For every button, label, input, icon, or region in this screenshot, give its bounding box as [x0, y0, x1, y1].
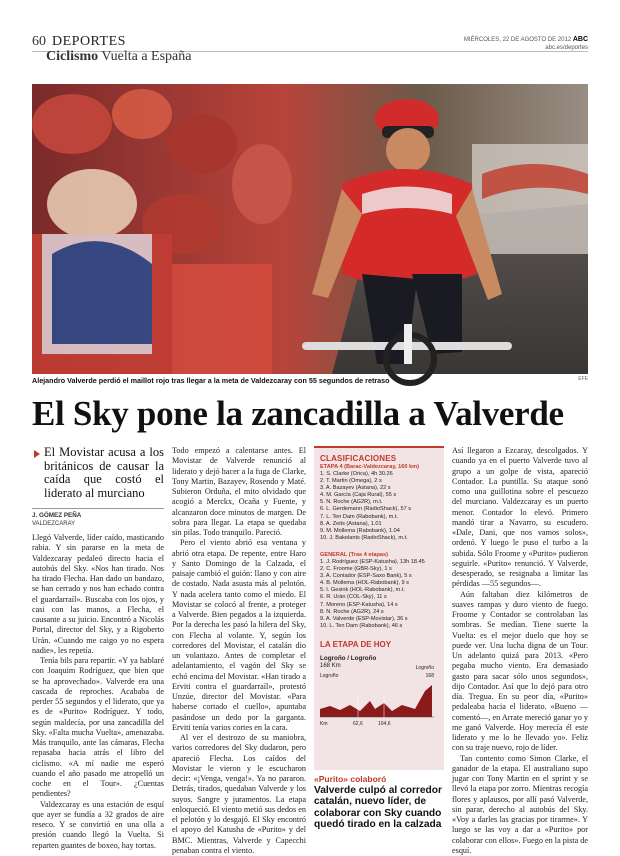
- column-2: [172, 446, 306, 856]
- profile-start-label: Logroño: [320, 673, 338, 679]
- column-4: [452, 446, 588, 856]
- column-1: [32, 446, 164, 851]
- list-item: 1. J. Rodríguez (ESP-Katusha), 13h 18.45: [320, 559, 438, 566]
- list-item: 2. C. Froome (GBR-Sky), 1 s: [320, 566, 438, 573]
- list-item: 10. J. Bakelants (RadioShack), m.t.: [320, 535, 438, 542]
- paragraph: Al ver el destrozo de su maniobra, varios corredores del Sky dudaron, pero apareció Flecha. Los caídos del Movistar le vieron y le escucharon decir: «¡Venga, venga!». Ya no pararon. Detrás, tirados, quedaban Valverde y los suyos. Sangre y juramentos. La etapa enloqueció. El viento metió sus dedos en el pelotón y lo desgajó. El Sky encontró el apoyo del Katusha de «Purito» y del BMC. Mientras, Valverde y Capecchi penaban contra el viento.: [172, 733, 306, 856]
- list-item: 7. L. Ten Dam (Rabobank), m.t.: [320, 514, 438, 521]
- box-title: «Purito» colaboró: [314, 774, 444, 784]
- list-item: 9. M. Mollema (Rabobank), 1.04: [320, 528, 438, 535]
- paragraph: Llegó Valverde, líder caído, masticando rabia. Y sin pararse en la meta de Valdezcaray pedaleó directo hacia el autobús del Sky. «Nos han tirado. Nos ha tirado Flecha. Han dado un bandazo, se han cerrado y nos han echado contra el guardarraíl». Buscaba con los ojos, y casi con las manos, a Flecha, el causante a su juicio. Encontró a Nicolás Portal, director del Sky, y a Rigoberto Urán. «Cuando me caigo yo no espera nadie», les repetía.: [32, 533, 164, 656]
- list-item: 4. B. Mollema (HOL-Rabobank), 9 s: [320, 580, 438, 587]
- site-url[interactable]: abc.es/deportes: [545, 45, 588, 51]
- photo-credit: EFE: [578, 376, 588, 382]
- photo-caption: Alejandro Valverde perdió el maillot rojo tras llegar a la meta de Valdezcaray con 55 segundos de retraso: [32, 376, 552, 385]
- list-item: 5. I. Gesink (HOL-Rabobank), m.t.: [320, 587, 438, 594]
- lead-photo: [32, 84, 588, 374]
- general-results-title: GENERAL (Tras 4 etapas): [320, 552, 438, 558]
- stage-results-title: ETAPA 4 (Barac-Valdezcaray, 160 km): [320, 464, 438, 470]
- brand-logo: ABC: [573, 36, 588, 43]
- stage-today-title: LA ETAPA DE HOY: [320, 640, 438, 649]
- profile-mark-1: 62,6: [353, 721, 363, 727]
- list-item: 4. M. García (Caja Rural), 55 s: [320, 492, 438, 499]
- paragraph: Todo empezó a calentarse antes. El Movistar de Valverde renunció al liderato y dejó hacer a la fuga de Clarke, Tony Martin, Bazayev, Rosendo y Maté. Subieron Orduña, el mito olvidado que acogió a Merckx, Ocaña y Fuente, y alcanzaron doce minutos de margen. De sobra para llegar. La etapa se quedaba sin pilas. Todo tranquilo. Pareció.: [172, 446, 306, 538]
- sidebar-title: CLASIFICACIONES: [320, 454, 438, 463]
- list-item: 3. A. Contador (ESP-Saxo Bank), 5 s: [320, 573, 438, 580]
- page-header: [32, 34, 588, 82]
- list-item: 6. R. Urán (COL-Sky), 11 s: [320, 594, 438, 601]
- byline: [32, 508, 164, 528]
- paragraph: Tan contento como Simon Clarke, el ganador de la etapa. El australiano supo jugar con Tony Martin en el sprint y se llevó la etapa por zorro. Mientras recogía flores y aplausos, por allí pasó Valverde, sin parar, derecho al autobús del Sky. «Voy a darles las gracias por tirarme». Y luego se las voy a dar a «Purito» por colaborar con ellos». Fuego en la pista de esquí.: [452, 754, 588, 856]
- subhead: El Movistar acusa a los británicos de causar la caída que costó el liderato al murciano: [32, 446, 164, 500]
- general-results-list: [320, 559, 438, 630]
- classification-sidebar: [314, 446, 444, 770]
- cyclist-illustration: [32, 84, 588, 374]
- kicker-sport: Ciclismo: [46, 49, 98, 64]
- list-item: 9. A. Valverde (ESP-Movistar), 36 s: [320, 616, 438, 623]
- paragraph: Así llegaron a Ezcaray, descolgados. Y cuando ya en el puerto Valverde tuvo al grupo a un golpe de vista, apareció Contador. La puntilla. Su ataque sonó como una guillotina sobre el pescuezo del murciano. Valdezcaray es un puerto menor. Contador lo elevó. Primero mandó tirar a Navarro, su escudero. «Dale, Dani, que nos vamos solos», ordenó. Y luego le puso el turbo a la subida. Sólo Froome y «Purito» pudieron seguirle. «Purito» renunció. Y Valverde, desesperado, se resignaba a limitar las pérdidas —55 segundos—.: [452, 446, 588, 590]
- byline-place: VALDEZCARAY: [32, 521, 75, 527]
- profile-end-label: Logroño: [416, 665, 434, 671]
- list-item: 8. A. Zeits (Astana), 1.01: [320, 521, 438, 528]
- kicker: [46, 49, 191, 65]
- header-meta: [464, 36, 588, 52]
- list-item: 5. N. Roche (AG2R), m.t.: [320, 499, 438, 506]
- page-number: 60: [32, 34, 46, 50]
- paragraph: Valdezcaray es una estación de esquí que ayer se fundía a 32 grados de aire reseco. Y se convirtió en una olla a presión cuando llegó la Vuelta. Si reparten guantes de boxeo, hay tortas.: [32, 800, 164, 851]
- paragraph: Aún faltaban diez kilómetros de suaves rampas y duro viento de fuego. Froome y Contador se controlaban las sombras. Se medían. Tiene suerte la Vuelta: es el mejor duelo que hoy se puede ver. Una lucha digna de un Tour. Un adelanto quizá para 2013. «Pero pegaba mucho viento. Era demasiado gasto para sacar sólo unos segundos», dijo Contador. Así que lo dejó para otro día. Tregua. En su peor día, «Purito» pedaleaba hacia el liderato. «Bueno —comentó—, en Arrate mereció ganar yo y me ganó Valverde. Hoy merecía él este liderato y me lo he llevado yo». Feliz con su traje nuevo, rojo de líder.: [452, 590, 588, 754]
- issue-date: MIÉRCOLES, 22 DE AGOSTO DE 2012: [464, 37, 571, 43]
- stage-distance: 168 Km: [320, 663, 438, 669]
- kicker-event: Vuelta a España: [101, 49, 191, 64]
- list-item: 1. S. Clarke (Orica), 4h 30.26: [320, 471, 438, 478]
- list-item: 6. L. Gerdemann (RadioShack), 57 s: [320, 506, 438, 513]
- list-item: 8. N. Roche (AG2R), 24 s: [320, 609, 438, 616]
- list-item: 2. T. Martin (Omega), 2 s: [320, 478, 438, 485]
- list-item: 10. L. Ten Dam (Rabobank), 46 s: [320, 623, 438, 630]
- profile-end-height: 168: [426, 673, 434, 679]
- profile-mark-2: 104,6: [378, 721, 391, 727]
- box-text: Valverde culpó al corredor catalán, nuevo líder, de colaborar con Sky cuando quedó tirado en la calzada: [314, 785, 444, 831]
- highlight-box: [314, 774, 444, 831]
- paragraph: Pero el viento abrió esa ventana y abrió otra etapa. De repente, entre Haro y Santo Domingo de la Calzada, el paisaje cambió el guión: llano y con aire de costado. Nada asusta más al pelotón. Y nada acelera tanto como el miedo. El Movistar se colocó al frente, a proteger a Valverde. Bien pegados a la izquierda. Por la derecha les pasó la hilera del Sky, con Flecha al volante. Y, según los corredores del Movistar, el catalán dio un volantazo. Antes de completar el adelantamiento, el vagón del Sky se echó encima del Movistar. «Han tirado a Erviti contra el guardarraíl», protestó Unzúe, director del Movistar. «Para haberse cortado el cuello», apuntaba pasándose un dedo por la garganta. Erviti tenía varios cortes en la cara.: [172, 538, 306, 733]
- profile-axis-label: Km: [320, 721, 328, 727]
- stage-route: Logroño / Logroño: [320, 655, 438, 662]
- paragraph: Tenía bils para repartir. «Y ya hablaré con Joaquim Rodríguez, que bien que se ha aprovechado». Valverde era una cascada de reproches. Acababa de perder 55 segundos y el liderato, que ya es de «Purito» Rodríguez. Y todo, según maldecía, por una zancadilla del Sky. «Falta mucha Vuelta», amenazaba. Más tranquilo, ante las cámaras, Flecha repasaba hacia atrás el libro del ciclismo. «A mí nadie me esperó cuando el año pasado me atropelló un coche en el Tour». ¿Cuentas pendientes?: [32, 656, 164, 800]
- section-title: DEPORTES: [52, 34, 126, 50]
- stage-results-list: [320, 471, 438, 542]
- list-item: 7. Moreno (ESP-Katusha), 14 s: [320, 602, 438, 609]
- headline: El Sky pone la zancadilla a Valverde: [32, 394, 588, 434]
- list-item: 3. A. Bazayev (Astana), 22 s: [320, 485, 438, 492]
- byline-author: J. GÓMEZ PEÑA: [32, 512, 164, 520]
- stage-profile: [320, 671, 438, 731]
